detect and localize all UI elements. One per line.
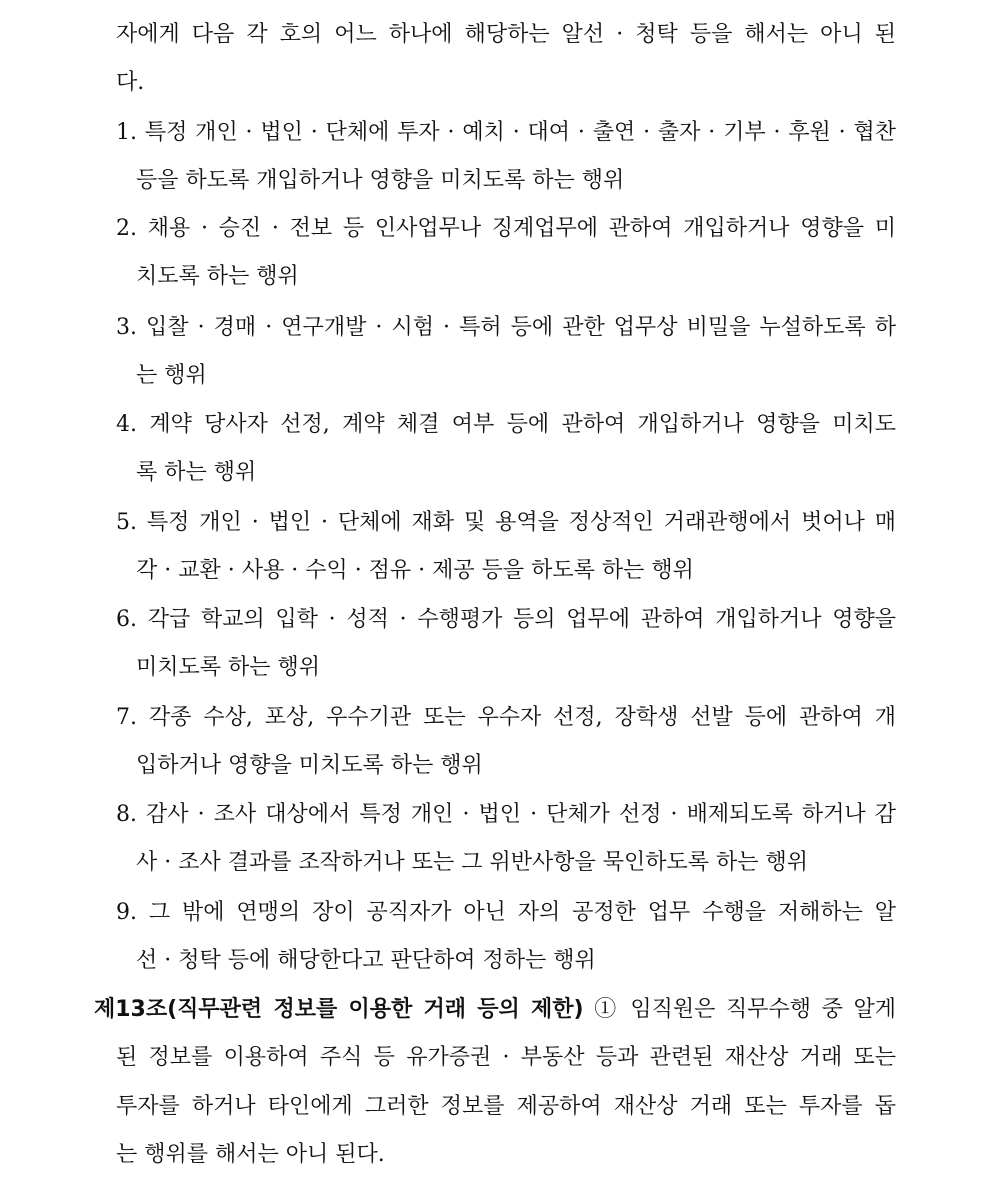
list-item-1: 1. 특정 개인 · 법인 · 단체에 투자 · 예치 · 대여 · 출연 · 출자 · 기부 · 후원 · 협찬 xyxy=(116,120,896,145)
list-item-8-cont: 사 · 조사 결과를 조작하거나 또는 그 위반사항을 묵인하도록 하는 행위 xyxy=(136,850,808,875)
list-item-8: 8. 감사 · 조사 대상에서 특정 개인 · 법인 · 단체가 선정 · 배제되도록 하거나 감 xyxy=(116,802,896,827)
intro-line-2: 다. xyxy=(116,70,145,95)
article-13-line-4: 는 행위를 해서는 아니 된다. xyxy=(116,1142,385,1167)
list-item-9-cont: 선 · 청탁 등에 해당한다고 판단하여 정하는 행위 xyxy=(136,948,596,973)
article-13-line-1 xyxy=(94,995,896,1025)
list-item-5-cont: 각 · 교환 · 사용 · 수익 · 점유 · 제공 등을 하도록 하는 행위 xyxy=(136,558,694,583)
list-item-6: 6. 각급 학교의 입학 · 성적 · 수행평가 등의 업무에 관하여 개입하거나 영향을 xyxy=(116,607,896,632)
intro-line-1: 자에게 다음 각 호의 어느 하나에 해당하는 알선 · 청탁 등을 해서는 아니 된 xyxy=(116,22,896,47)
list-item-1-cont: 등을 하도록 개입하거나 영향을 미치도록 하는 행위 xyxy=(136,168,625,193)
list-item-7-cont: 입하거나 영향을 미치도록 하는 행위 xyxy=(136,753,483,778)
list-item-4: 4. 계약 당사자 선정, 계약 체결 여부 등에 관하여 개입하거나 영향을 미치도 xyxy=(116,412,896,437)
list-item-3-cont: 는 행위 xyxy=(136,363,207,388)
article-13-line-3: 투자를 하거나 타인에게 그러한 정보를 제공하여 재산상 거래 또는 투자를 돕 xyxy=(116,1094,896,1119)
list-item-5: 5. 특정 개인 · 법인 · 단체에 재화 및 용역을 정상적인 거래관행에서 벗어나 매 xyxy=(116,510,896,535)
list-item-2: 2. 채용 · 승진 · 전보 등 인사업무나 징계업무에 관하여 개입하거나 영향을 미 xyxy=(116,216,896,241)
article-13-line-2: 된 정보를 이용하여 주식 등 유가증권 · 부동산 등과 관련된 재산상 거래 또는 xyxy=(116,1045,896,1070)
article-13-heading: 제13조(직무관련 정보를 이용한 거래 등의 제한) xyxy=(94,997,584,1022)
list-item-6-cont: 미치도록 하는 행위 xyxy=(136,655,321,680)
list-item-3: 3. 입찰 · 경매 · 연구개발 · 시험 · 특허 등에 관한 업무상 비밀을 누설하도록 하 xyxy=(116,315,896,340)
list-item-2-cont: 치도록 하는 행위 xyxy=(136,264,299,289)
list-item-4-cont: 록 하는 행위 xyxy=(136,460,257,485)
list-item-9: 9. 그 밖에 연맹의 장이 공직자가 아닌 자의 공정한 업무 수행을 저해하는 알 xyxy=(116,900,896,925)
list-item-7: 7. 각종 수상, 포상, 우수기관 또는 우수자 선정, 장학생 선발 등에 관하여 개 xyxy=(116,705,896,730)
article-13-clause-1-start: ① 임직원은 직무수행 중 알게 xyxy=(583,997,896,1022)
